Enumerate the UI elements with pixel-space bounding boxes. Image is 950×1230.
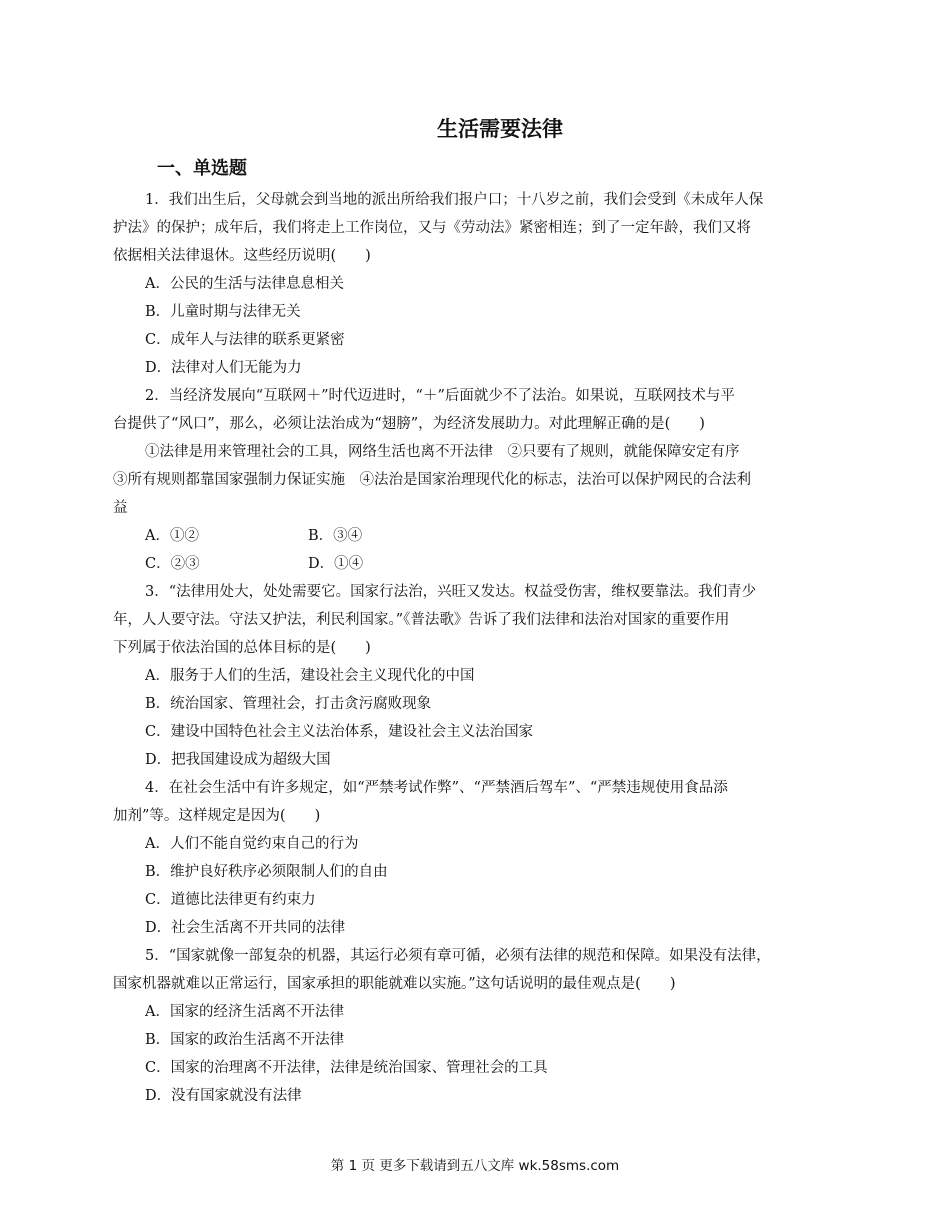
question-5-option-a: A．国家的经济生活离不开法律 xyxy=(145,1004,344,1020)
question-1-text-line: 护法》的保护；成年后，我们将走上工作岗位，又与《劳动法》紧密相连；到了一定年龄，我们又将 xyxy=(113,220,751,236)
question-5-text-line: 国家机器就难以正常运行，国家承担的职能就难以实施。”这句话说明的最佳观点是( ) xyxy=(113,976,676,992)
question-3-option-b: B．统治国家、管理社会，打击贪污腐败现象 xyxy=(145,696,432,712)
question-2-statement-line: ①法律是用来管理社会的工具，网络生活也离不开法律 ②只要有了规则，就能保障安定有序 xyxy=(145,444,740,460)
question-4-text-line: 加剂”等。这样规定是因为( ) xyxy=(113,808,321,824)
question-3-text-line: 年，人人要守法。守法又护法，利民利国家。”《普法歌》告诉了我们法律和法治对国家的重要作用 xyxy=(113,612,730,628)
page-title: 生活需要法律 xyxy=(437,117,563,141)
question-3 xyxy=(113,578,840,774)
question-4-option-b: B．维护良好秩序必须限制人们的自由 xyxy=(145,864,388,880)
question-2-statement-line: ③所有规则都靠国家强制力保证实施 ④法治是国家治理现代化的标志，法治可以保护网民的合法利 xyxy=(113,472,751,488)
question-3-option-c: C．建设中国特色社会主义法治体系，建设社会主义法治国家 xyxy=(145,724,534,740)
question-2-statement-line: 益 xyxy=(113,500,128,516)
question-2-option-d: D．①④ xyxy=(308,556,364,572)
question-1-option-b: B．儿童时期与法律无关 xyxy=(145,304,301,320)
question-3-option-d: D．把我国建设成为超级大国 xyxy=(145,752,331,768)
question-2 xyxy=(113,382,840,578)
question-3-text-line: 下列属于依法治国的总体目标的是( ) xyxy=(113,640,371,656)
question-1-option-d: D．法律对人们无能为力 xyxy=(145,360,302,376)
question-list xyxy=(113,186,840,1110)
question-4-option-d: D．社会生活离不开共同的法律 xyxy=(145,920,346,936)
question-1-option-a: A．公民的生活与法律息息相关 xyxy=(145,276,344,292)
question-2-option-a: A．①② xyxy=(145,528,199,544)
question-2-options-row xyxy=(113,550,840,578)
question-2-options-row xyxy=(113,522,840,550)
question-2-text-line: 2．当经济发展向“互联网＋”时代迈进时，“＋”后面就少不了法治。如果说，互联网技术与平 xyxy=(145,388,735,404)
question-1-text-line: 依据相关法律退休。这些经历说明( ) xyxy=(113,248,371,264)
question-4 xyxy=(113,774,840,942)
question-1 xyxy=(113,186,840,382)
question-2-option-c: C．②③ xyxy=(145,556,200,572)
question-4-option-c: C．道德比法律更有约束力 xyxy=(145,892,316,908)
question-1-option-c: C．成年人与法律的联系更紧密 xyxy=(145,332,345,348)
question-2-text-line: 台提供了“风口”，那么，必须让法治成为“翅膀”，为经济发展助力。对此理解正确的是( ) xyxy=(113,416,705,432)
section-heading: 一、单选题 xyxy=(157,158,247,179)
question-2-option-b: B．③④ xyxy=(308,528,363,544)
question-3-option-a: A．服务于人们的生活，建设社会主义现代化的中国 xyxy=(145,668,475,684)
question-5-option-d: D．没有国家就没有法律 xyxy=(145,1088,302,1104)
question-5-option-c: C．国家的治理离不开法律，法律是统治国家、管理社会的工具 xyxy=(145,1060,548,1076)
question-5-option-b: B．国家的政治生活离不开法律 xyxy=(145,1032,345,1048)
question-4-option-a: A．人们不能自觉约束自己的行为 xyxy=(145,836,359,852)
page-footer: 第 1 页 更多下载请到五八文库 wk.58sms.com xyxy=(330,1158,620,1174)
question-4-text-line: 4．在社会生活中有许多规定，如“严禁考试作弊”、“严禁酒后驾车”、“严禁违规使用食品添 xyxy=(145,780,728,796)
question-3-text-line: 3．“法律用处大，处处需要它。国家行法治，兴旺又发达。权益受伤害，维权要靠法。我们青少 xyxy=(145,584,757,600)
question-1-text-line: 1．我们出生后，父母就会到当地的派出所给我们报户口；十八岁之前，我们会受到《未成年人保 xyxy=(145,192,764,208)
question-5 xyxy=(113,942,840,1110)
question-5-text-line: 5．“国家就像一部复杂的机器，其运行必须有章可循，必须有法律的规范和保障。如果没有法律， xyxy=(145,948,771,964)
